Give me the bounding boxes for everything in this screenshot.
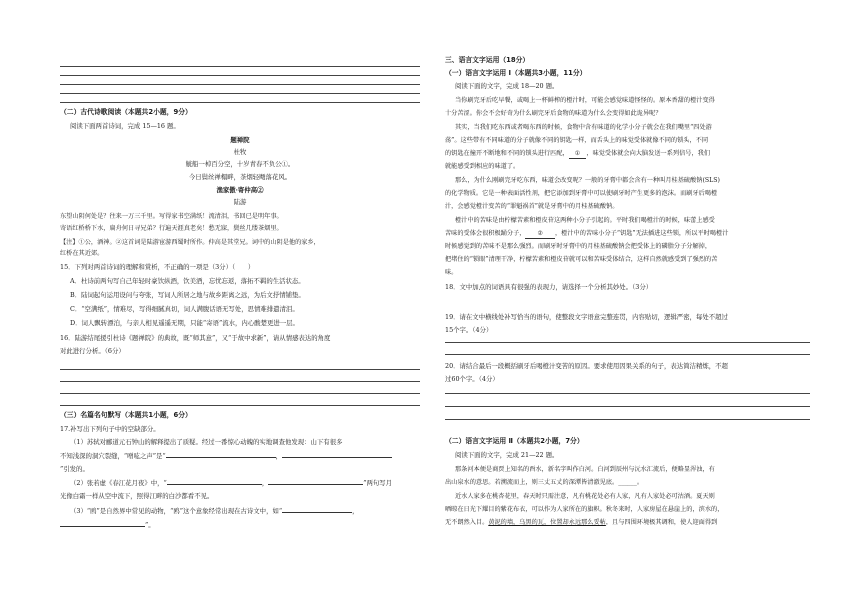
passage-line: 十分苦涩。你会不会好奇为什么刷完牙后食物的味道为什么会变得如此诡异呢？ <box>445 110 662 117</box>
passage-text: 无不朗然入目。 <box>445 519 489 526</box>
passage-text: ，味觉受体就会向大脑发送一系列信号，我们 <box>586 150 711 157</box>
fill-blank[interactable] <box>166 457 276 458</box>
q15-option-b: B．陆词起句运用设问与夸张，写词人所居之地与故乡距离之远，为后文抒情铺垫。 <box>70 291 305 299</box>
q17-item1-comma: ， <box>275 452 283 460</box>
question-18: 18．文中加点的词语具有很强的表现力，请选择一个分析其妙处。（3分） <box>445 283 653 291</box>
question-20: 20．请结合最后一段概括刷牙后喝橙汁变苦的原因。要求使用因果关系的句子，表达简洁精炼，不超 <box>445 362 728 370</box>
answer-line <box>60 75 420 76</box>
q15-option-c: C．“空满纸”，情难尽，写得细腻真切，词人满腹话语无写处，思情难排遣清泪。 <box>70 305 299 313</box>
q17-item3-comma: ， <box>352 507 359 515</box>
question-17: 17.补写出下列句子中的空缺部分。 <box>60 425 160 433</box>
answer-line <box>60 405 420 406</box>
question-20-cont: 过60个字。（4分） <box>445 375 499 383</box>
passage-line <box>445 518 810 527</box>
q17-item3-end: ”。 <box>145 521 155 529</box>
part2-heading: （二）语言文字运用 Ⅱ（本题共2小题，7分） <box>445 437 584 445</box>
q17-item2-tail: ”两句写月 <box>363 479 393 487</box>
passage-text: 。 <box>636 479 643 486</box>
q17-item2-comma: ， <box>261 479 269 487</box>
q17-item1-cont <box>60 452 420 461</box>
fill-blank[interactable] <box>282 512 352 513</box>
question-19: 19．请在文中横线处补写恰当的语句，使整段文字语意完整连贯，内容贴切，逻辑严密，每处不超过 <box>445 313 728 321</box>
q17-item1-text: 不知浅深的洞穴裂缝，“噌吰之声”是“ <box>60 452 166 460</box>
answer-line <box>445 406 810 407</box>
passage-text: 出山泉水的意思。若溯流而上，则三丈五丈的深潭皆清澈见底。 <box>445 479 619 486</box>
fill-blank[interactable] <box>167 484 262 485</box>
question-15: 15．下列对两首诗词的理解和赏析，不正确的一项是（3分）（ ） <box>60 263 255 271</box>
poem-note: 红桥在其近郊。 <box>60 250 104 257</box>
recitation-section-heading: （三）名篇名句默写（本题共1小题，6分） <box>60 411 192 419</box>
q17-item3-cont <box>60 521 420 530</box>
poem2-line: 东望山阴何处是？往来一万三千里。写得家书空满纸！流清泪，书回已是明年事。 <box>60 213 283 220</box>
passage-line: 那条河本便是商贾上知名的酉水，新名字叫作白河。白河到辰州与沅水汇流后，便略显浑浊，有 <box>455 466 715 473</box>
poem1-title: 题禅院 <box>230 136 250 144</box>
answer-line <box>445 342 810 343</box>
poem1-author: 杜牧 <box>233 148 247 156</box>
passage-line: 其实，当我们吃东西或者喝东西的时候，食物中含有味道的化学小分子就会在我们嘴里“四处游 <box>455 124 712 131</box>
part2-intro: 阅读下面的文字，完成 21—22 题。 <box>455 451 559 459</box>
passage-line: 味。 <box>445 269 458 276</box>
language-section-title: 三、语言文字运用（18分） <box>445 56 530 64</box>
answer-line <box>60 84 420 85</box>
underlined-sentence: 黄泥的墙，乌黑的瓦，位置却永远那么妥帖 <box>488 519 606 526</box>
poem1-line: 今日鬓丝禅榻畔，茶烟轻飏落花风。 <box>188 173 292 181</box>
poetry-intro: 阅读下面两首诗词，完成 15—16 题。 <box>70 122 180 130</box>
answer-line <box>445 354 810 355</box>
q17-item1: （1）苏轼对郦道元石钟山的解释提出了质疑。经过一番惊心动魄的实地调查他发现：山下有很多 <box>70 438 343 446</box>
q17-item1-end: ”引发的。 <box>60 465 89 473</box>
passage-line <box>445 149 810 159</box>
poem1-line: 觥船一棹百分空，十岁青春不负公①。 <box>185 160 295 168</box>
fill-blank[interactable] <box>60 526 145 527</box>
part1-heading: （一）语言文字运用 Ⅰ（本题共3小题，11分） <box>445 69 587 77</box>
fill-blank-1[interactable]: ① <box>569 149 587 159</box>
answer-line <box>445 419 810 420</box>
fill-blank-2[interactable]: ② <box>525 229 555 239</box>
fill-blank[interactable] <box>268 484 363 485</box>
answer-line <box>60 369 420 370</box>
passage-line: 时候感觉到的苦味不是那么强烈。而刷牙时牙膏中的月桂基硫酸钠会把受体上的磷脂分子分解掉， <box>445 243 712 250</box>
passage-line <box>445 478 810 487</box>
answer-line <box>60 393 420 394</box>
poem2-line: 寄语红桥桥下水，扁舟何日寻兄弟？行遍天涯真老矣！愁无寐，鬓丝几缕茶烟里。 <box>60 225 283 232</box>
passage-text: ，且与四围环境极其调和，使人迎面得到 <box>605 519 718 526</box>
answer-line <box>445 393 810 394</box>
fill-blank[interactable] <box>282 457 392 458</box>
answer-line <box>60 66 420 67</box>
passage-line: 荡”。这些带有不同味道的分子就像不同的钥匙一样，而舌头上的味觉受体就像不同的锁头，不同 <box>445 137 709 144</box>
passage-text: 苦味的受体会很积极踊分子， <box>445 230 526 237</box>
passage-line: 近水人家多在桃杏花里，春天时只需注意，凡有桃花处必有人家，凡有人家处必可沽酒。夏天则 <box>455 493 715 500</box>
passage-line: 就能感受到相应的味道了。 <box>445 163 520 170</box>
passage-line <box>445 229 810 239</box>
q17-item3 <box>60 507 430 516</box>
passage-line: 那么，为什么刚刷完牙吃东西，味道会改变呢？一般的牙膏中都会含有一种叫月桂基硫酸钠(SLS) <box>455 177 720 184</box>
answer-line <box>60 93 420 94</box>
question-16: 16．陆游结尾援引杜诗《题禅院》的典故，既“师其意”，又“于故中求新”，请从情感表达的角度 <box>60 334 331 342</box>
q17-item3-text: （3）“鸥”是自然界中常见的动物，“鸥”这个意象经常出现在古诗文中，如“ <box>70 507 283 515</box>
passage-line: 的化学物质。它是一种表面活性剂，把它添加到牙膏中可以使刷牙时产生更多的泡沫。而刷牙后喝橙 <box>445 190 718 197</box>
poem2-author: 陆游 <box>233 198 247 206</box>
q15-option-a: A．杜诗前两句写自己年轻时豪饮纵酒，饮美酒，忘忧忘返，落拓不羁的生活状态。 <box>70 277 305 285</box>
q17-item2 <box>60 479 430 488</box>
passage-line: 晒晾在日光下耀目的紫花布衣，可以作为人家所在的旗帜。秋冬来时，人家房屋在悬崖上的，滨水的， <box>445 506 724 513</box>
passage-text: 的钥匙在撞开不断地和不同的锁头进行匹配， <box>445 150 569 157</box>
passage-line: 汁，会感觉橙汁变苦的“罪魁祸首”就是牙膏中的月桂基硫酸钠。 <box>445 203 619 210</box>
answer-line <box>60 381 420 382</box>
passage-line: 把堵住的“锁眼”清理干净，柠檬苦素和橙皮苷就可以和苦味受体结合，这样自然就感受到了强烈的苦 <box>445 256 718 263</box>
question-16-cont: 对此进行分析。（6分） <box>60 347 125 355</box>
part1-intro: 阅读下面的文字，完成 18—20 题。 <box>455 82 559 90</box>
passage-line: 橙汁中的苦味是由柠檬苦素和橙皮苷这两种小分子引起的。平时我们喝橙汁的时候，味蕾上感受 <box>455 217 715 224</box>
answer-line <box>60 102 420 103</box>
question-19-cont: 15个字。（4分） <box>445 326 493 334</box>
passage-text: ，橙汁中的苦味小分子“钥匙”无法插进这些锁，所以平时喝橙汁 <box>555 230 729 237</box>
poem2-title: 渔家傲·寄仲高② <box>216 186 264 194</box>
poetry-section-heading: （二）古代诗歌阅读（本题共2小题，9分） <box>60 108 192 116</box>
q17-item2-cont: 光像白霜一样从空中流下，照得江畔的白沙都看不见。 <box>60 492 214 500</box>
passage-line: 当你刷完牙后吃早餐，或喝上一杯鲜榨的橙汁时，可能会感觉味道怪怪的。原本香甜的橙汁变得 <box>455 97 715 104</box>
fill-blank[interactable]: ______ <box>618 479 637 486</box>
q17-item2-text: （2）张若虚《春江花月夜》中，“ <box>70 479 167 487</box>
q15-option-d: D．词人飘转漂泊，与亲人相见遥遥无期，只能“寄语”流水，内心酸楚更进一层。 <box>70 319 299 327</box>
poem-note: 【注】①公，酒神。②这首词是陆游宦游西蜀时所作。仲高是其堂兄。词中的山阴是他的家乡， <box>60 239 320 246</box>
